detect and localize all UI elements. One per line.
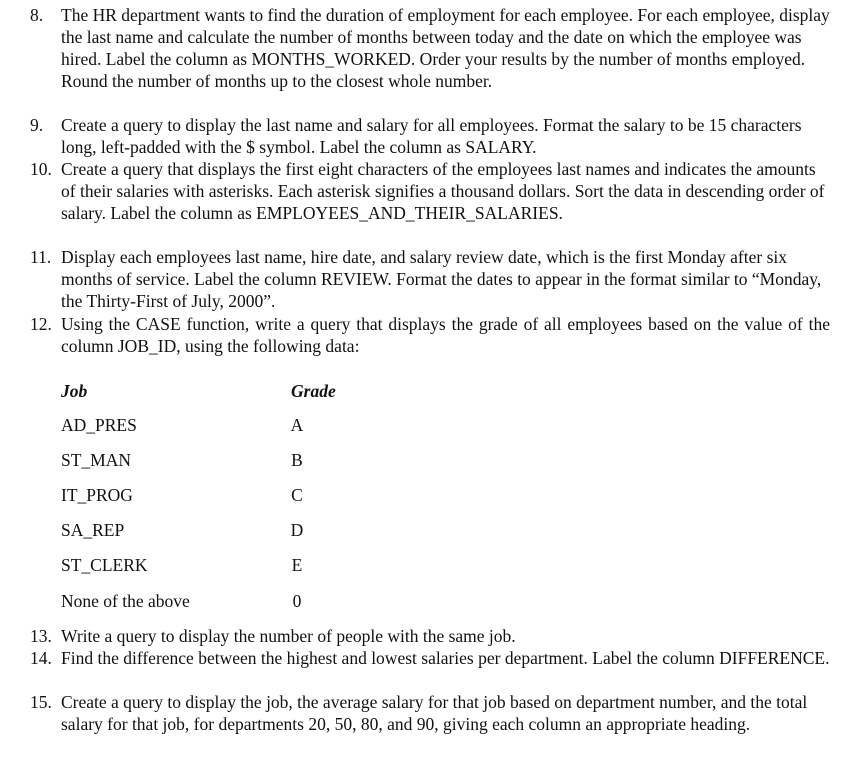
- question-10: [30, 158, 830, 224]
- question-number: 8.: [30, 5, 44, 25]
- question-text: Create a query to display the job, the average salary for that job based on department number, and the total salary for that job, for departments 20, 50, 80, and 90, giving each column an appropriate heading.: [61, 692, 808, 734]
- table-row: [61, 590, 381, 612]
- job-cell: SA_REP: [61, 520, 125, 540]
- grade-cell: 0: [292, 591, 302, 611]
- question-8: [30, 4, 830, 92]
- grade-cell: C: [291, 485, 303, 505]
- job-column-header: Job: [61, 381, 88, 401]
- question-12: [30, 313, 830, 357]
- question-text: Write a query to display the number of people with the same job.: [61, 626, 516, 646]
- job-cell: ST_CLERK: [61, 555, 148, 575]
- question-text: Using the CASE function, write a query that displays the grade of all employees based on the value of the column JOB_ID, using the following data:: [61, 314, 830, 356]
- question-number: 12.: [30, 314, 52, 334]
- grade-cell: B: [291, 450, 303, 470]
- question-9: [30, 114, 830, 158]
- question-number: 10.: [30, 159, 52, 179]
- question-number: 15.: [30, 692, 52, 712]
- question-number: 9.: [30, 115, 44, 135]
- question-text: Create a query to display the last name and salary for all employees. Format the salary to be 15 characters long, left-padded with the $ symbol. Label the column as SALARY.: [61, 115, 802, 157]
- question-14: [30, 647, 830, 669]
- table-row: [61, 554, 381, 576]
- job-cell: IT_PROG: [61, 485, 133, 505]
- question-text: Create a query that displays the first eight characters of the employees last names and indicates the amounts of their salaries with asterisks. Each asterisk signifies a thousand dollars. Sort the data in descending order of salary. Label the column as EMPLOYEES_AND_THEIR_SALARIES.: [61, 159, 825, 223]
- question-11: [30, 246, 830, 312]
- table-row: [61, 484, 381, 506]
- question-text: Find the difference between the highest and lowest salaries per department. Label the column DIFFERENCE.: [61, 648, 830, 668]
- job-cell: AD_PRES: [61, 415, 137, 435]
- question-text: Display each employees last name, hire date, and salary review date, which is the first Monday after six months of service. Label the column REVIEW. Format the dates to appear in the format similar to “Monday, the Thirty-First of July, 2000”.: [61, 247, 822, 311]
- question-15: [30, 691, 830, 735]
- grade-column-header: Grade: [291, 381, 336, 401]
- grade-cell: E: [291, 555, 303, 575]
- grade-cell: A: [290, 415, 304, 435]
- question-13: [30, 625, 830, 647]
- table-row: [61, 519, 381, 541]
- question-number: 13.: [30, 626, 52, 646]
- question-number: 11.: [30, 247, 52, 267]
- table-row: [61, 414, 381, 436]
- job-cell: ST_MAN: [61, 450, 132, 470]
- question-text: The HR department wants to find the duration of employment for each employee. For each employee, display the last name and calculate the number of months between today and the date on which the employee was hired. Label the column as MONTHS_WORKED. Order your results by the number of months employed. Round the number of months up to the closest whole number.: [61, 5, 830, 91]
- table-row: [61, 449, 381, 471]
- question-number: 14.: [30, 648, 52, 668]
- grade-cell: D: [290, 520, 304, 540]
- job-cell: None of the above: [61, 591, 190, 611]
- table-header-row: [61, 380, 381, 402]
